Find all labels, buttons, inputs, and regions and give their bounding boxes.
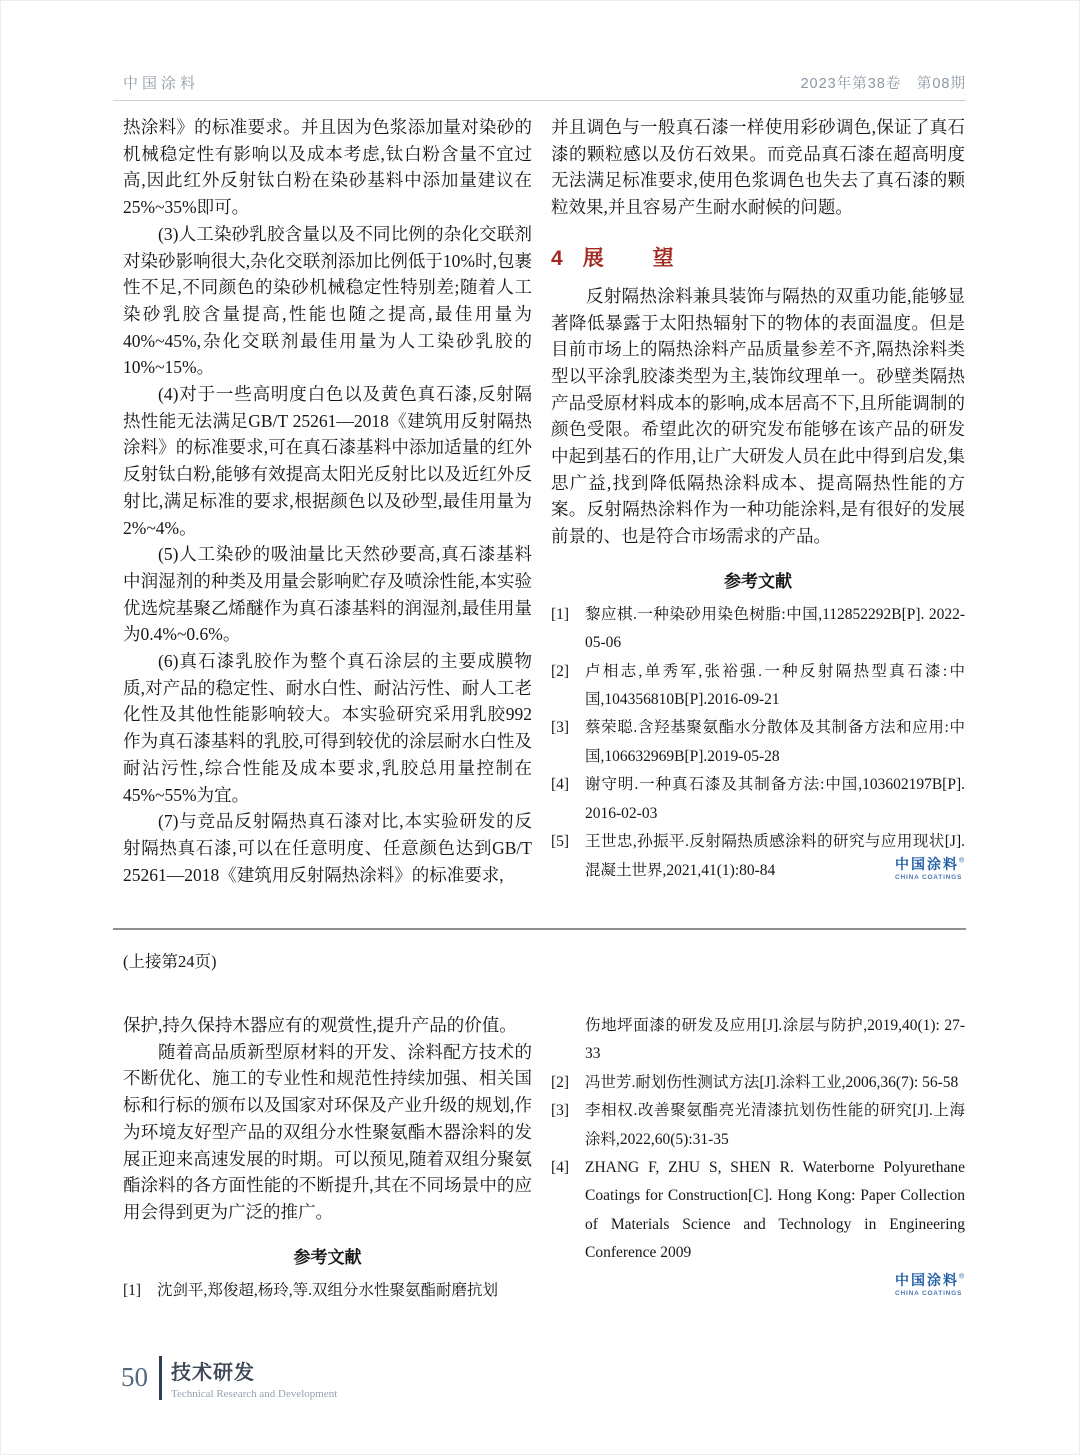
- references-title: 参考文献: [724, 571, 792, 591]
- reference-marker: [4]: [551, 1159, 570, 1177]
- paragraph: 随着高品质新型原材料的开发、涂料配方技术的不断优化、施工的专业性和规范性持续加强、相关国标和行标的颁布以及国家对环保及产业升级的规划,作为环境友好型产品的双组分水性聚氨酯木器涂料的发展正迎来高速发展的时期。可以预见,随着双组分聚氨酯涂料的各方面性能的不断提升,其在不同场景中的应用会得到更为广泛的推广。: [123, 1041, 532, 1222]
- article2-left-column: [123, 1012, 532, 1305]
- reference-marker: [2]: [551, 662, 570, 680]
- reference-text: 伤地坪面漆的研发及应用[J].涂层与防护,2019,40(1): 27-33: [585, 1017, 965, 1063]
- logo-subtitle: CHINA COATINGS: [895, 874, 963, 882]
- section-title: 展 望: [582, 246, 688, 270]
- reference-item: [551, 601, 965, 658]
- reference-item: [551, 1069, 965, 1097]
- reference-text: 沈剑平,郑俊超,杨玲,等.双组分水性聚氨酯耐磨抗划: [157, 1281, 499, 1299]
- reference-text: 冯世芳.耐划伤性测试方法[J].涂料工业,2006,36(7): 56-58: [585, 1073, 959, 1091]
- paragraph: 保护,持久保持木器应有的观赏性,提升产品的价值。: [123, 1015, 517, 1035]
- header-divider: [113, 100, 966, 101]
- reference-marker: [4]: [551, 776, 570, 794]
- reference-item: [551, 1097, 965, 1154]
- paragraph: 并且调色与一般真石漆一样使用彩砂调色,保证了真石漆的颗粒感以及仿石效果。而竞品真石漆在超高明度无法满足标准要求,使用色浆调色也失去了真石漆的颗粒效果,并且容易产生耐水耐候的问题。: [551, 117, 965, 218]
- footer-section-en: Technical Research and Development: [171, 1388, 338, 1400]
- registered-mark-icon: ®: [959, 1273, 965, 1281]
- reference-marker: [1]: [123, 1281, 142, 1299]
- paragraph: (4)对于一些高明度白色以及黄色真石漆,反射隔热性能无法满足GB/T 25261—2018《建筑用反射隔热涂料》的标准要求,可在真石漆基料中添加适量的红外反射钛白粉,能够有效提高太阳光反射比以及近红外反射比,满足标准的要求,根据颜色以及砂型,最佳用量为2%~4%。: [123, 384, 532, 538]
- article1-right-column: [551, 114, 965, 885]
- reference-text: 谢守明.一种真石漆及其制备方法:中国,103602197B[P]. 2016-02-03: [585, 776, 965, 822]
- logo-subtitle: CHINA COATINGS: [895, 1290, 963, 1298]
- article-divider: [113, 928, 966, 930]
- paragraph: 反射隔热涂料兼具装饰与隔热的双重功能,能够显著降低暴露于太阳热辐射下的物体的表面温度。但是目前市场上的隔热涂料产品质量参差不齐,隔热涂料类型以平涂乳胶漆类型为主,装饰纹理单一。砂壁类隔热产品受原材料成本的影响,成本居高不下,且所能调制的颜色受限。希望此次的研究发布能够在该产品的研发中起到基石的作用,让广大研发人员在此中得到启发,集思广益,找到降低隔热涂料成本、提高隔热性能的方案。反射隔热涂料作为一种功能涂料,是有很好的发展前景的、也是符合市场需求的产品。: [551, 285, 965, 547]
- page-footer: [121, 1356, 337, 1400]
- paragraph: (5)人工染砂的吸油量比天然砂要高,真石漆基料中润湿剂的种类及用量会影响贮存及喷涂性能,本实验优选烷基聚乙烯醚作为真石漆基料的润湿剂,最佳用量为0.4%~0.6%。: [123, 544, 532, 645]
- reference-marker: [3]: [551, 1102, 570, 1120]
- reference-item: [551, 1012, 965, 1069]
- paragraph: (7)与竞品反射隔热真石漆对比,本实验研发的反射隔热真石漆,可以在任意明度、任意颜色达到GB/T 25261—2018《建筑用反射隔热涂料》的标准要求,: [123, 811, 532, 885]
- reference-text: 黎应棋.一种染砂用染色树脂:中国,112852292B[P]. 2022-05-06: [585, 605, 965, 652]
- page-number: 50: [121, 1362, 148, 1392]
- reference-marker: [3]: [551, 719, 570, 737]
- article2-right-column: [551, 1012, 965, 1268]
- reference-text: ZHANG F, ZHU S, SHEN R. Waterborne Polyurethane Coatings for Construction[C]. Hong Kong: Paper Collection of Materials Science and Technology in Engineering Conference 2009: [585, 1159, 965, 1262]
- registered-mark-icon: ®: [959, 857, 965, 865]
- reference-text: 王世忠,孙振平.反射隔热质感涂料的研究与应用现状[J].混凝土世界,2021,41(1):80-84: [585, 833, 965, 879]
- reference-marker: [2]: [551, 1073, 570, 1091]
- paragraph: 热涂料》的标准要求。并且因为色浆添加量对染砂的机械稳定性有影响以及成本考虑,钛白粉含量不宜过高,因此红外反射钛白粉在染砂基料中添加量建议在25%~35%即可。: [123, 117, 532, 218]
- reference-text: 卢相志,单秀军,张裕强.一种反射隔热型真石漆:中国,104356810B[P].2016-09-21: [585, 662, 965, 709]
- reference-text: 李相权.改善聚氨酯亮光清漆抗划伤性能的研究[J].上海涂料,2022,60(5):31-35: [585, 1102, 965, 1148]
- article1-left-column: [123, 114, 532, 888]
- section-number: 4: [551, 246, 563, 270]
- paragraph: (3)人工染砂乳胶含量以及不同比例的杂化交联剂对染砂影响很大,杂化交联剂添加比例低于10%时,包裹性不足,不同颜色的染砂机械稳定性特别差;随着人工染砂乳胶含量提高,性能也随之提高,最佳用量为40%~45%,杂化交联剂最佳用量为人工染砂乳胶的10%~15%。: [123, 223, 532, 378]
- china-coatings-logo: [895, 856, 964, 882]
- footer-section-label: [171, 1356, 337, 1400]
- reference-text: 蔡荣聪.含羟基聚氨酯水分散体及其制备方法和应用:中国,106632969B[P].2019-05-28: [585, 719, 965, 765]
- reference-item: [551, 714, 965, 771]
- logo-text: 中国涂料: [895, 1272, 959, 1288]
- reference-item: [551, 1154, 965, 1268]
- logo-text: 中国涂料: [895, 856, 959, 872]
- reference-marker: [1]: [551, 605, 570, 623]
- china-coatings-logo: [895, 1272, 964, 1298]
- reference-item: [123, 1277, 532, 1305]
- reference-item: [551, 658, 965, 715]
- paragraph: (6)真石漆乳胶作为整个真石涂层的主要成膜物质,对产品的稳定性、耐水白性、耐沾污性、耐人工老化性及其他性能影响较大。本实验研究采用乳胶992作为真石漆基料的乳胶,可得到较优的涂层耐水白性及耐沾污性,综合性能及成本要求,乳胶总用量控制在45%~55%为宜。: [123, 651, 532, 805]
- footer-section-cn: 技术研发: [171, 1362, 255, 1384]
- reference-item: [551, 771, 965, 828]
- continuation-note: (上接第24页): [123, 952, 217, 971]
- footer-divider-bar: [159, 1356, 162, 1400]
- page-header: [123, 72, 966, 93]
- reference-marker: [5]: [551, 833, 570, 851]
- section-heading-outlook: [551, 242, 965, 272]
- references-title: 参考文献: [293, 1247, 362, 1267]
- reference-marker: [551, 1012, 585, 1069]
- journal-title: 中国涂料: [123, 75, 200, 92]
- issue-info: 2023年第38卷 第08期: [800, 76, 966, 92]
